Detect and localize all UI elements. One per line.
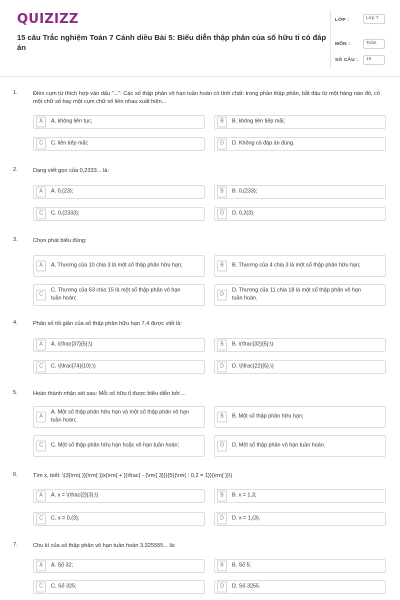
mon-value: Toán [363,39,385,49]
option-text: A. Thương của 10 chia 3 là một số thập phân hữu hạn; [51,262,183,269]
question-number: 4. [13,320,18,326]
option-text: C. x = 0,(3); [51,515,80,522]
option-text: A. 0,(23); [51,188,74,195]
option-letter: D [217,209,227,220]
option-text: D. \(\frac{22}{5}.\) [232,363,274,370]
option-b[interactable] [214,406,386,428]
option-a[interactable] [33,406,205,428]
option-letter: A [36,187,46,198]
lop-label: LỚP : [335,18,350,23]
option-text: A. \(\frac{37}{5};\) [51,341,93,348]
option-letter: B [217,491,227,502]
quizizz-logo: QUIZIZZ [17,12,79,27]
question-number: 7. [13,542,18,548]
question-text: Chu kì của số thập phân vô hạn tuần hoàn 3,325555... là: [33,543,176,549]
option-letter: C [36,582,46,593]
mon-label: MÔN : [335,42,351,47]
option-c[interactable] [33,137,205,151]
option-letter: A [36,412,46,423]
option-d[interactable] [214,207,386,221]
option-b[interactable] [214,255,386,277]
option-c[interactable] [33,207,205,221]
option-a[interactable] [33,338,205,352]
option-text: C. Thương của 63 chia 15 là một số thập phân vô hạn tuần hoàn; [51,287,181,301]
question-number: 3. [13,237,18,243]
option-d[interactable] [214,360,386,374]
option-a[interactable] [33,185,205,199]
option-text: B. Số 5; [232,562,252,569]
option-text: A. Một số thập phân hữu hạn và một số thập phân vô hạn tuần hoàn; [51,409,189,423]
option-a[interactable] [33,489,205,503]
worksheet-header [0,0,400,72]
option-text: B. Một số thập phân hữu hạn; [232,413,304,420]
option-text: C. 0,(2333); [51,210,80,217]
option-text: B. x = 1,3; [232,492,257,499]
option-letter: B [217,187,227,198]
option-c[interactable] [33,512,205,526]
option-letter: C [36,139,46,150]
option-letter: B [217,261,227,272]
option-letter: A [36,491,46,502]
option-b[interactable] [214,338,386,352]
option-a[interactable] [33,255,205,277]
header-bottom-rule [0,76,400,77]
option-b[interactable] [214,115,386,129]
option-c[interactable] [33,360,205,374]
option-text: B. 0,(233); [232,188,258,195]
question-text: Phân số tối giản của số thập phân hữu hạn 7,4 được viết là: [33,321,182,327]
option-letter: A [36,340,46,351]
option-letter: D [217,139,227,150]
socau-label: SỐ CÂU : [335,58,359,63]
worksheet-title: 15 câu Trắc nghiệm Toán 7 Cánh diều Bài 5: Biểu diễn thập phân của số hữu tỉ có đáp án [17,33,327,52]
option-text: A. x = \(\frac{2}{3};\) [51,492,99,499]
question-text: Tìm x, biết: \(3{\rm{ }}{\rm{ }}x{\rm{ + }}\frac{ - {\rm{ 3}}}{5}{\rm{ : 0,2 = 1}}{\rm{ }}\) [33,473,233,479]
option-text: D. 0,2(3). [232,210,255,217]
option-letter: C [36,441,46,452]
option-letter: C [36,362,46,373]
header-divider [330,10,331,68]
option-letter: A [36,561,46,572]
option-c[interactable] [33,284,205,306]
option-letter: D [217,514,227,525]
option-letter: B [217,561,227,572]
option-d[interactable] [214,435,386,457]
question-number: 5. [13,390,18,396]
option-text: C. \(\frac{74}{10};\) [51,363,96,370]
question-text: Điền cụm từ thích hợp vào dấu "...": Các số thập phân vô hạn tuần hoàn có tính chất: trong phần thập phân, bắt đầu từ một hàng nào đó, có một chữ số hay một cụm chữ số liền nhau xuất hiện... [33,91,380,105]
option-c[interactable] [33,580,205,594]
option-b[interactable] [214,489,386,503]
option-letter: D [217,290,227,301]
option-text: A. không liên tục; [51,118,93,125]
option-text: D. Một số thập phân vô hạn tuần hoàn. [232,442,326,449]
option-d[interactable] [214,137,386,151]
lop-value: Lớp 7 [363,14,385,24]
question-number: 6. [13,472,18,478]
option-a[interactable] [33,559,205,573]
option-text: B. \(\frac{32}{5};\) [232,341,274,348]
option-text: C. liên tiếp mãi; [51,140,89,147]
option-text: D. x = 1,(3). [232,515,261,522]
question-number: 2. [13,167,18,173]
option-letter: A [36,117,46,128]
option-d[interactable] [214,580,386,594]
option-letter: D [217,582,227,593]
option-letter: A [36,261,46,272]
question-text: Chọn phát biểu đúng: [33,238,87,244]
option-letter: B [217,340,227,351]
option-text: D. Không có đáp án đúng. [232,140,295,147]
option-letter: C [36,290,46,301]
option-letter: B [217,412,227,423]
option-letter: C [36,514,46,525]
option-c[interactable] [33,435,205,457]
question-text: Dạng viết gọn của 0,2333... là: [33,168,109,174]
option-text: B. không liên tiếp mãi; [232,118,286,125]
question-text: Hoàn thành nhận xét sau: Mỗi số hữu tỉ được biểu diễn bởi ... [33,391,186,397]
option-d[interactable] [214,512,386,526]
option-text: D. Số 3255. [232,583,261,590]
option-letter: D [217,362,227,373]
option-letter: B [217,117,227,128]
option-text: C. Số 325; [51,583,77,590]
question-number: 1. [13,90,18,96]
option-text: C. Một số thập phân hữu hạn hoặc vô hạn tuần hoàn; [51,442,179,449]
option-text: A. Số 32; [51,562,74,569]
option-text: B. Thương của 4 chia 3 là một số thập phân hữu hạn; [232,262,361,269]
option-b[interactable] [214,559,386,573]
option-a[interactable] [33,115,205,129]
socau-value: 15 [363,55,385,65]
option-text: D. Thương của 11 chia 18 là một số thập phân vô hạn tuần hoàn. [232,287,361,301]
option-letter: D [217,441,227,452]
option-d[interactable] [214,284,386,306]
option-letter: C [36,209,46,220]
option-b[interactable] [214,185,386,199]
